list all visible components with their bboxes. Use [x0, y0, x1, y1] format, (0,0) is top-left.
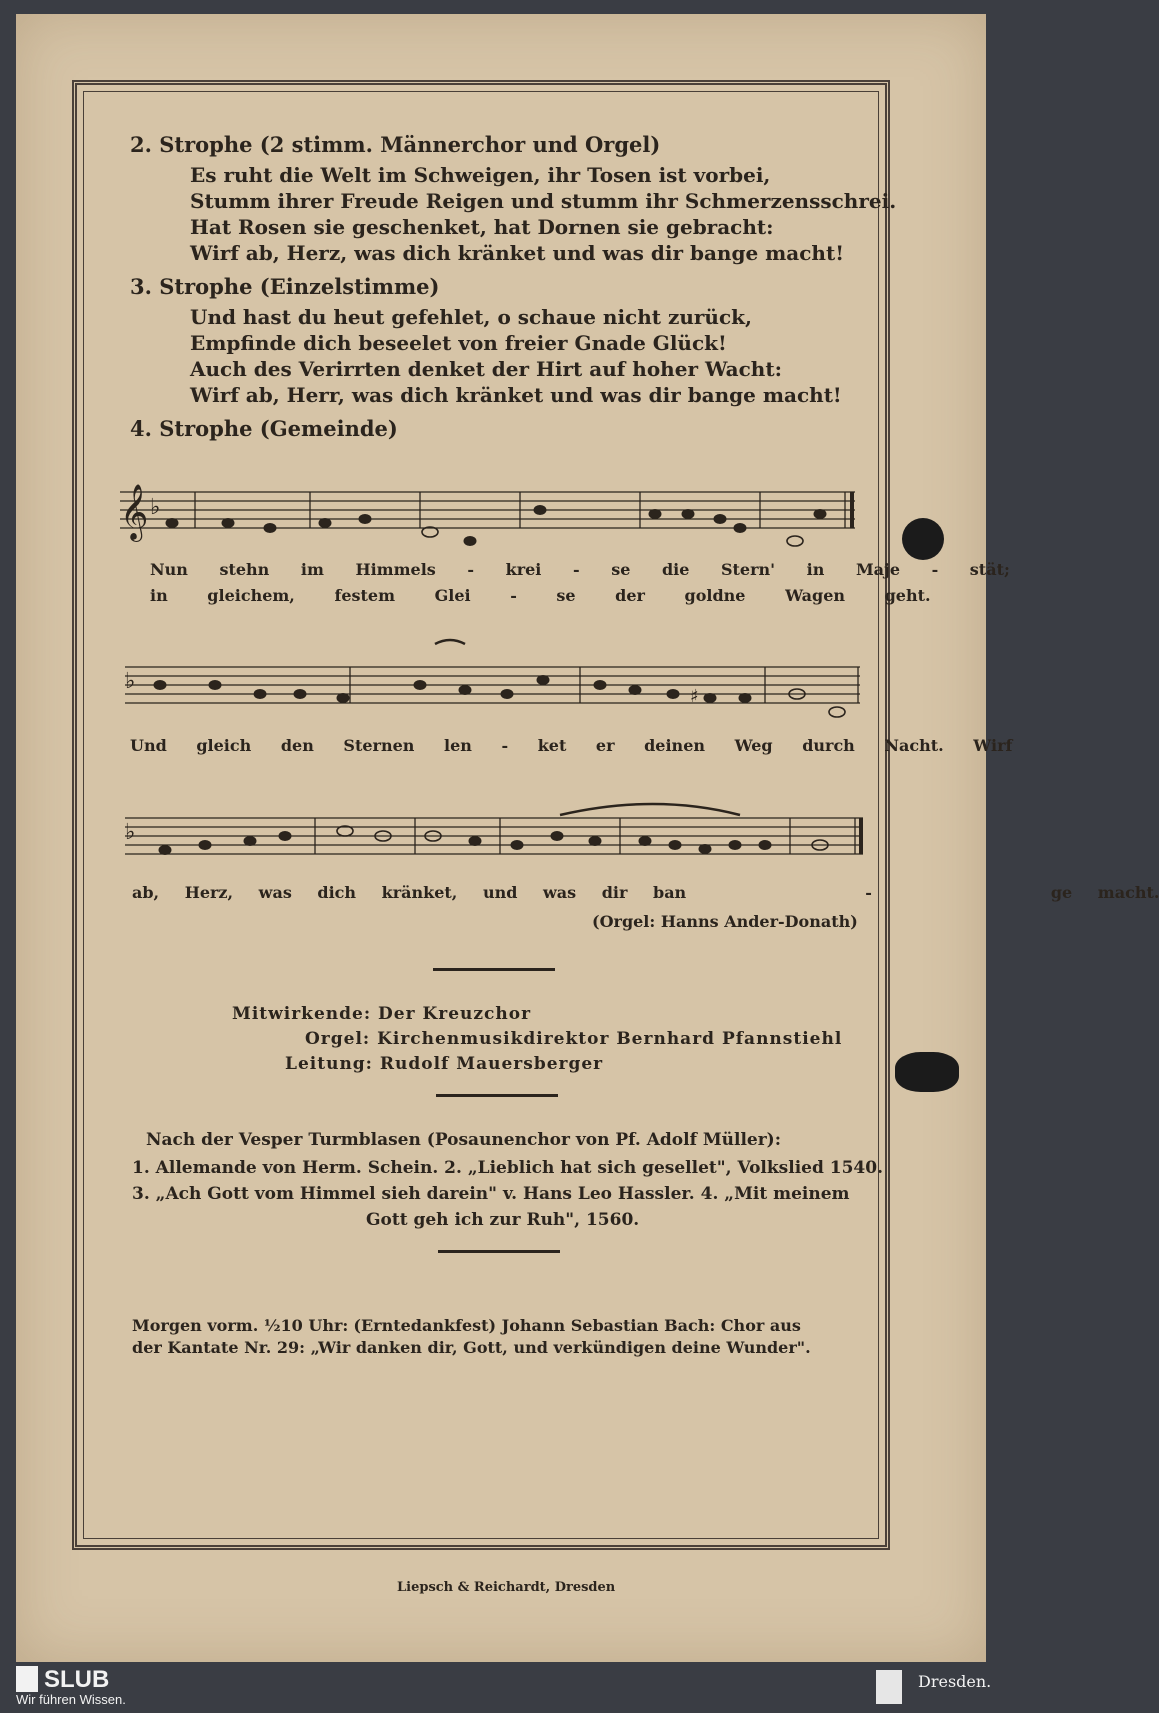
dresden-crest-icon — [876, 1670, 902, 1704]
printer-imprint: Liepsch & Reichardt, Dresden — [397, 1580, 616, 1595]
lyrics-staff2: Und gleich den Sternen len - ket er deinen Weg durch Nacht. Wirf — [130, 736, 1013, 755]
punch-hole-bottom — [895, 1052, 959, 1092]
strophe3-line-2: Empfinde dich beseelet von freier Gnade Glück! — [190, 331, 727, 355]
strophe2-heading: 2. Strophe (2 stimm. Männerchor und Orgel) — [130, 132, 661, 157]
svg-text:♭: ♭ — [150, 495, 161, 520]
credits-line-2: Orgel: Kirchenmusikdirektor Bernhard Pfannstiehl — [305, 1029, 843, 1049]
treble-clef-icon: 𝄞 — [120, 484, 149, 540]
dresden-logo: Dresden. — [918, 1672, 992, 1691]
tower-line-2: 1. Allemande von Herm. Schein. 2. „Lieblich hat sich gesellet", Volkslied 1540. — [132, 1158, 884, 1178]
strophe3-line-3: Auch des Verirrten denket der Hirt auf hoher Wacht: — [190, 357, 782, 381]
strophe2-line-4: Wirf ab, Herz, was dich kränket und was dir bange macht! — [190, 241, 844, 265]
tower-line-4: Gott geh ich zur Ruh", 1560. — [366, 1210, 640, 1230]
punch-hole-top — [902, 518, 944, 560]
footer-bar — [0, 1662, 1000, 1713]
tower-line-1: Nach der Vesper Turmblasen (Posaunenchor von Pf. Adolf Müller): — [146, 1130, 782, 1150]
slub-logo: SLUB Wir führen Wissen. — [16, 1666, 126, 1707]
svg-text:♭: ♭ — [125, 669, 136, 694]
strophe2-line-2: Stumm ihrer Freude Reigen und stumm ihr Schmerzensschrei. — [190, 189, 897, 213]
slub-book-icon — [16, 1666, 38, 1692]
strophe4-heading: 4. Strophe (Gemeinde) — [130, 416, 398, 441]
strophe2-line-3: Hat Rosen sie geschenket, hat Dornen sie gebracht: — [190, 215, 774, 239]
divider-2 — [436, 1094, 558, 1097]
lyrics-staff3: ab, Herz, was dich kränket, und was dir ban - ge macht. — [132, 883, 1159, 902]
divider-3 — [438, 1250, 560, 1253]
strophe3-heading: 3. Strophe (Einzelstimme) — [130, 274, 440, 299]
strophe3-line-4: Wirf ab, Herr, was dich kränket und was dir bange macht! — [190, 383, 842, 407]
svg-text:♯: ♯ — [690, 686, 699, 707]
organ-credit: (Orgel: Hanns Ander-Donath) — [592, 912, 858, 931]
music-staff-3 — [125, 795, 865, 885]
svg-text:♭: ♭ — [125, 820, 136, 845]
lyrics-staff1-a: Nun stehn im Himmels - krei - se die Stern' in Maje - stät; — [150, 560, 1010, 579]
lyrics-staff1-b: in gleichem, festem Glei - se der goldne Wagen geht. — [150, 586, 931, 605]
tomorrow-time: Morgen vorm. ½10 Uhr: — [132, 1316, 349, 1335]
tomorrow-line-2: der Kantate Nr. 29: „Wir danken dir, Gott, und verkündigen deine Wunder". — [132, 1338, 811, 1357]
credits-line-1: Mitwirkende: Der Kreuzchor — [232, 1004, 532, 1024]
tower-line-3: 3. „Ach Gott vom Himmel sieh darein" v. Hans Leo Hassler. 4. „Mit meinem — [132, 1184, 850, 1204]
music-staff-2 — [125, 640, 865, 730]
strophe2-line-1: Es ruht die Welt im Schweigen, ihr Tosen ist vorbei, — [190, 163, 771, 187]
slub-tagline: Wir führen Wissen. — [16, 1692, 126, 1707]
divider-1 — [433, 968, 555, 971]
music-staff-1 — [120, 470, 860, 550]
strophe3-line-1: Und hast du heut gefehlet, o schaue nicht zurück, — [190, 305, 752, 329]
credits-line-3: Leitung: Rudolf Mauersberger — [285, 1054, 604, 1074]
tomorrow-line-1: Morgen vorm. ½10 Uhr: (Erntedankfest) Johann Sebastian Bach: Chor aus — [132, 1316, 801, 1335]
